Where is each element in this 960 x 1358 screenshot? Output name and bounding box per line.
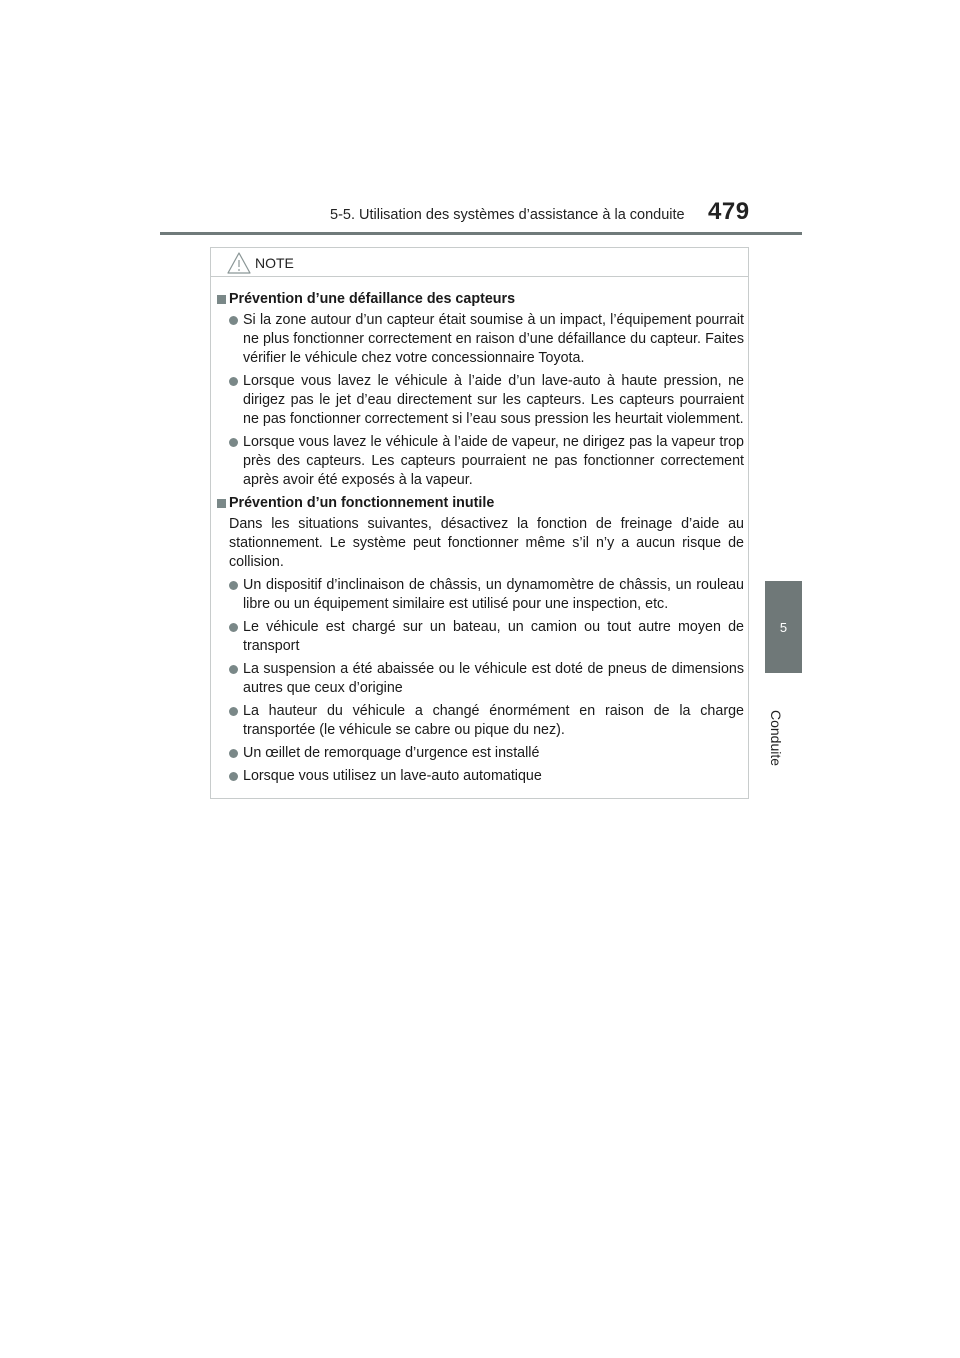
list-item bbox=[217, 311, 744, 368]
list-item bbox=[217, 576, 744, 614]
round-bullet-icon bbox=[229, 377, 238, 386]
round-bullet-icon bbox=[229, 772, 238, 781]
note-section-2 bbox=[217, 494, 744, 786]
note-box bbox=[210, 247, 749, 799]
note-content bbox=[217, 290, 744, 790]
list-item-text: La hauteur du véhicule a changé énormément en raison de la charge transportée (le véhicule se cabre ou pique du nez). bbox=[243, 703, 744, 738]
warning-triangle-icon bbox=[226, 251, 252, 275]
list-item bbox=[217, 433, 744, 490]
list-item-text: Lorsque vous utilisez un lave-auto automatique bbox=[243, 768, 542, 784]
chapter-tab bbox=[765, 581, 802, 673]
round-bullet-icon bbox=[229, 707, 238, 716]
chapter-number: 5 bbox=[779, 619, 788, 635]
chapter-label: Conduite bbox=[768, 710, 784, 767]
round-bullet-icon bbox=[229, 665, 238, 674]
list-item bbox=[217, 744, 744, 763]
section-heading bbox=[217, 494, 744, 513]
round-bullet-icon bbox=[229, 623, 238, 632]
list-item bbox=[217, 660, 744, 698]
list-item-text: Un œillet de remorquage d’urgence est installé bbox=[243, 745, 540, 761]
list-item bbox=[217, 702, 744, 740]
section-heading-text: Prévention d’un fonctionnement inutile bbox=[229, 495, 495, 511]
round-bullet-icon bbox=[229, 438, 238, 447]
square-bullet-icon bbox=[217, 295, 226, 304]
list-item bbox=[217, 618, 744, 656]
list-item bbox=[217, 767, 744, 786]
square-bullet-icon bbox=[217, 499, 226, 508]
list-item-text: Lorsque vous lavez le véhicule à l’aide de vapeur, ne dirigez pas la vapeur trop près des capteurs. Les capteurs pourraient ne pas fonctionner correctement après avoir été exposés à la vapeur. bbox=[243, 434, 744, 488]
round-bullet-icon bbox=[229, 581, 238, 590]
page-number: 479 bbox=[708, 198, 750, 225]
note-header bbox=[211, 248, 748, 277]
section-heading bbox=[217, 290, 744, 309]
list-item-text: La suspension a été abaissée ou le véhicule est doté de pneus de dimensions autres que ceux d’origine bbox=[243, 661, 744, 696]
header-divider bbox=[160, 232, 802, 235]
section-heading-text: Prévention d’une défaillance des capteurs bbox=[229, 291, 516, 307]
round-bullet-icon bbox=[229, 316, 238, 325]
note-section-1 bbox=[217, 290, 744, 490]
section-title: 5-5. Utilisation des systèmes d’assistance à la conduite bbox=[330, 207, 685, 223]
list-item-text: Si la zone autour d’un capteur était soumise à un impact, l’équipement pourrait ne plus fonctionner correctement en raison d’une défaillance du capteur. Faites vérifier le véhicule chez votre concessionnaire Toyota. bbox=[243, 312, 744, 366]
list-item-text: Lorsque vous lavez le véhicule à l’aide d’un lave-auto à haute pression, ne dirigez pas le jet d’eau directement sur les capteurs. Les capteurs pourraient ne pas fonctionner correctement si l’eau sous pression les heurtait violemment. bbox=[243, 373, 744, 427]
round-bullet-icon bbox=[229, 749, 238, 758]
section-intro: Dans les situations suivantes, désactivez la fonction de freinage d’aide au stationnement. Le système peut fonctionner même s’il n’y a aucun risque de collision. bbox=[229, 516, 744, 570]
note-label: NOTE bbox=[255, 255, 294, 271]
list-item-text: Un dispositif d’inclinaison de châssis, un dynamomètre de châssis, un rouleau libre ou un équipement similaire est utilisé pour une inspection, etc. bbox=[243, 577, 744, 612]
list-item-text: Le véhicule est chargé sur un bateau, un camion ou tout autre moyen de transport bbox=[243, 619, 744, 654]
list-item bbox=[217, 372, 744, 429]
